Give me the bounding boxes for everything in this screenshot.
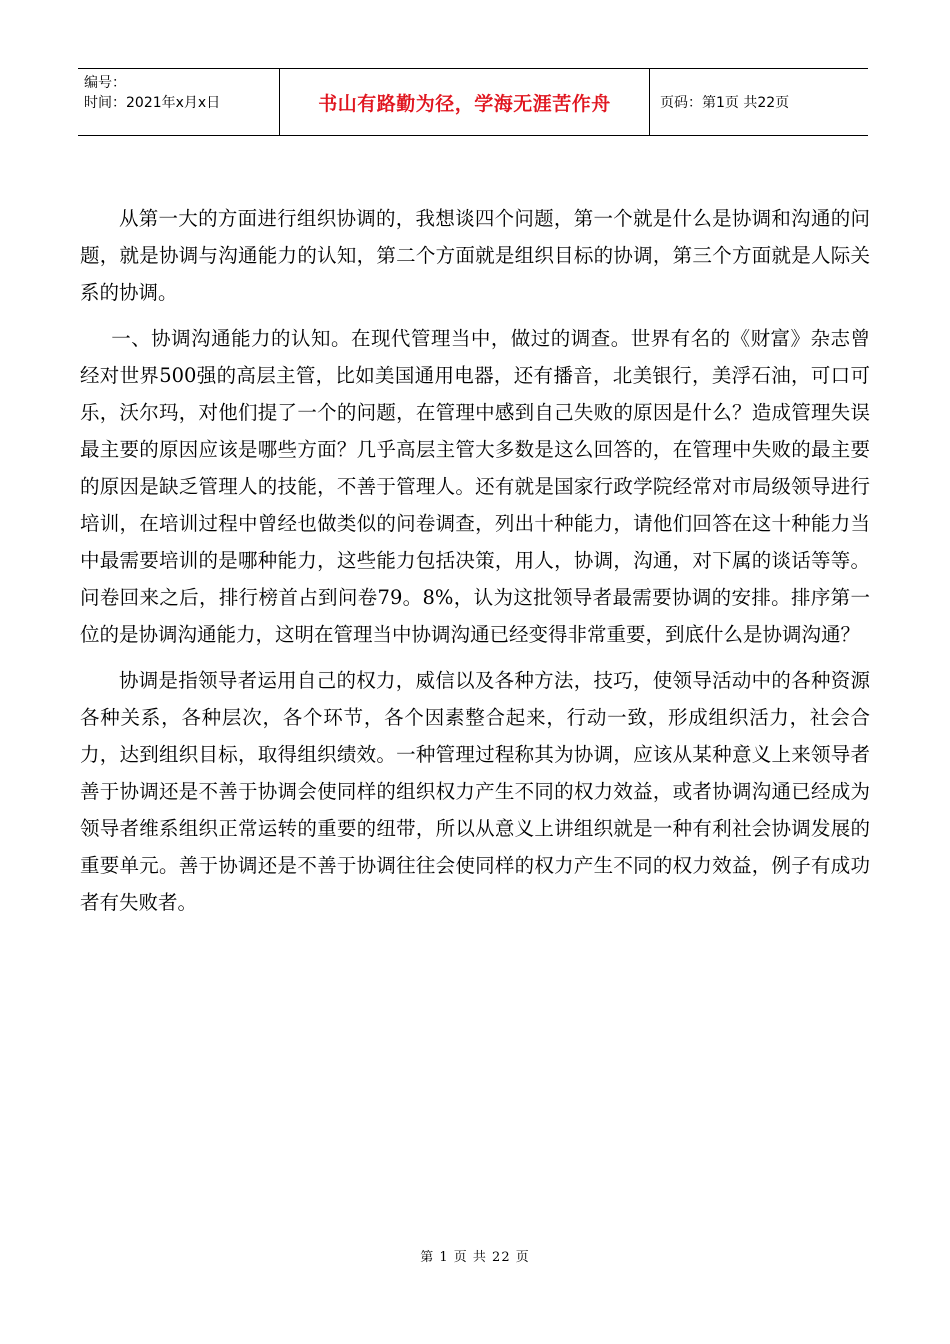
page-footer: 第 1 页 共 22 页: [420, 1250, 530, 1265]
paragraph-2: 一、协调沟通能力的认知。在现代管理当中，做过的调查。世界有名的《财富》杂志曾经对世界500强的高层主管，比如美国通用电器，还有播音，北美银行，美浮石油，可口可乐，沃尔玛，对他们提了一个的问题，在管理中感到自己失败的原因是什么？造成管理失误最主要的原因应该是哪些方面？几乎高层主管大多数是这么回答的，在管理中失败的最主要的原因是缺乏管理人的技能，不善于管理人。还有就是国家行政学院经常对市局级领导进行培训，在培训过程中曾经也做类似的问卷调查，列出十种能力，请他们回答在这十种能力当中最需要培训的是哪种能力，这些能力包括决策，用人，协调，沟通，对下属的谈话等等。问卷回来之后，排行榜首占到问卷79。8%，认为这批领导者最需要协调的安排。排序第一位的是协调沟通能力，这明在管理当中协调沟通已经变得非常重要，到底什么是协调沟通？: [80, 327, 870, 646]
paragraph-1: 从第一大的方面进行组织协调的，我想谈四个问题，第一个就是什么是协调和沟通的问题，就是协调与沟通能力的认知，第二个方面就是组织目标的协调，第三个方面就是人际关系的协调。: [80, 207, 870, 304]
header-page-info: 页码：第1页 共22页: [660, 95, 790, 111]
paragraph-3: 协调是指领导者运用自己的权力，威信以及各种方法，技巧，使领导活动中的各种资源各种关系，各种层次，各个环节，各个因素整合起来，行动一致，形成组织活力，社会合力，达到组织目标，取得组织绩效。一种管理过程称其为协调，应该从某种意义上来领导者善于协调还是不善于协调会使同样的组织权力产生不同的权力效益，或者协调沟通已经成为领导者维系组织正常运转的重要的纽带，所以从意义上讲组织就是一种有利社会协调发展的重要单元。善于协调还是不善于协调往往会使同样的权力产生不同的权力效益，例子有成功者有失败者。: [80, 669, 870, 914]
number-label: 编号：: [84, 75, 126, 91]
date-line: 时间：2021年x月x日: [84, 95, 221, 111]
document-body: [80, 200, 870, 930]
header-table: [78, 68, 868, 136]
header-meta: [78, 69, 280, 135]
header-motto: 书山有路勤为径，学海无涯苦作舟: [280, 69, 650, 135]
